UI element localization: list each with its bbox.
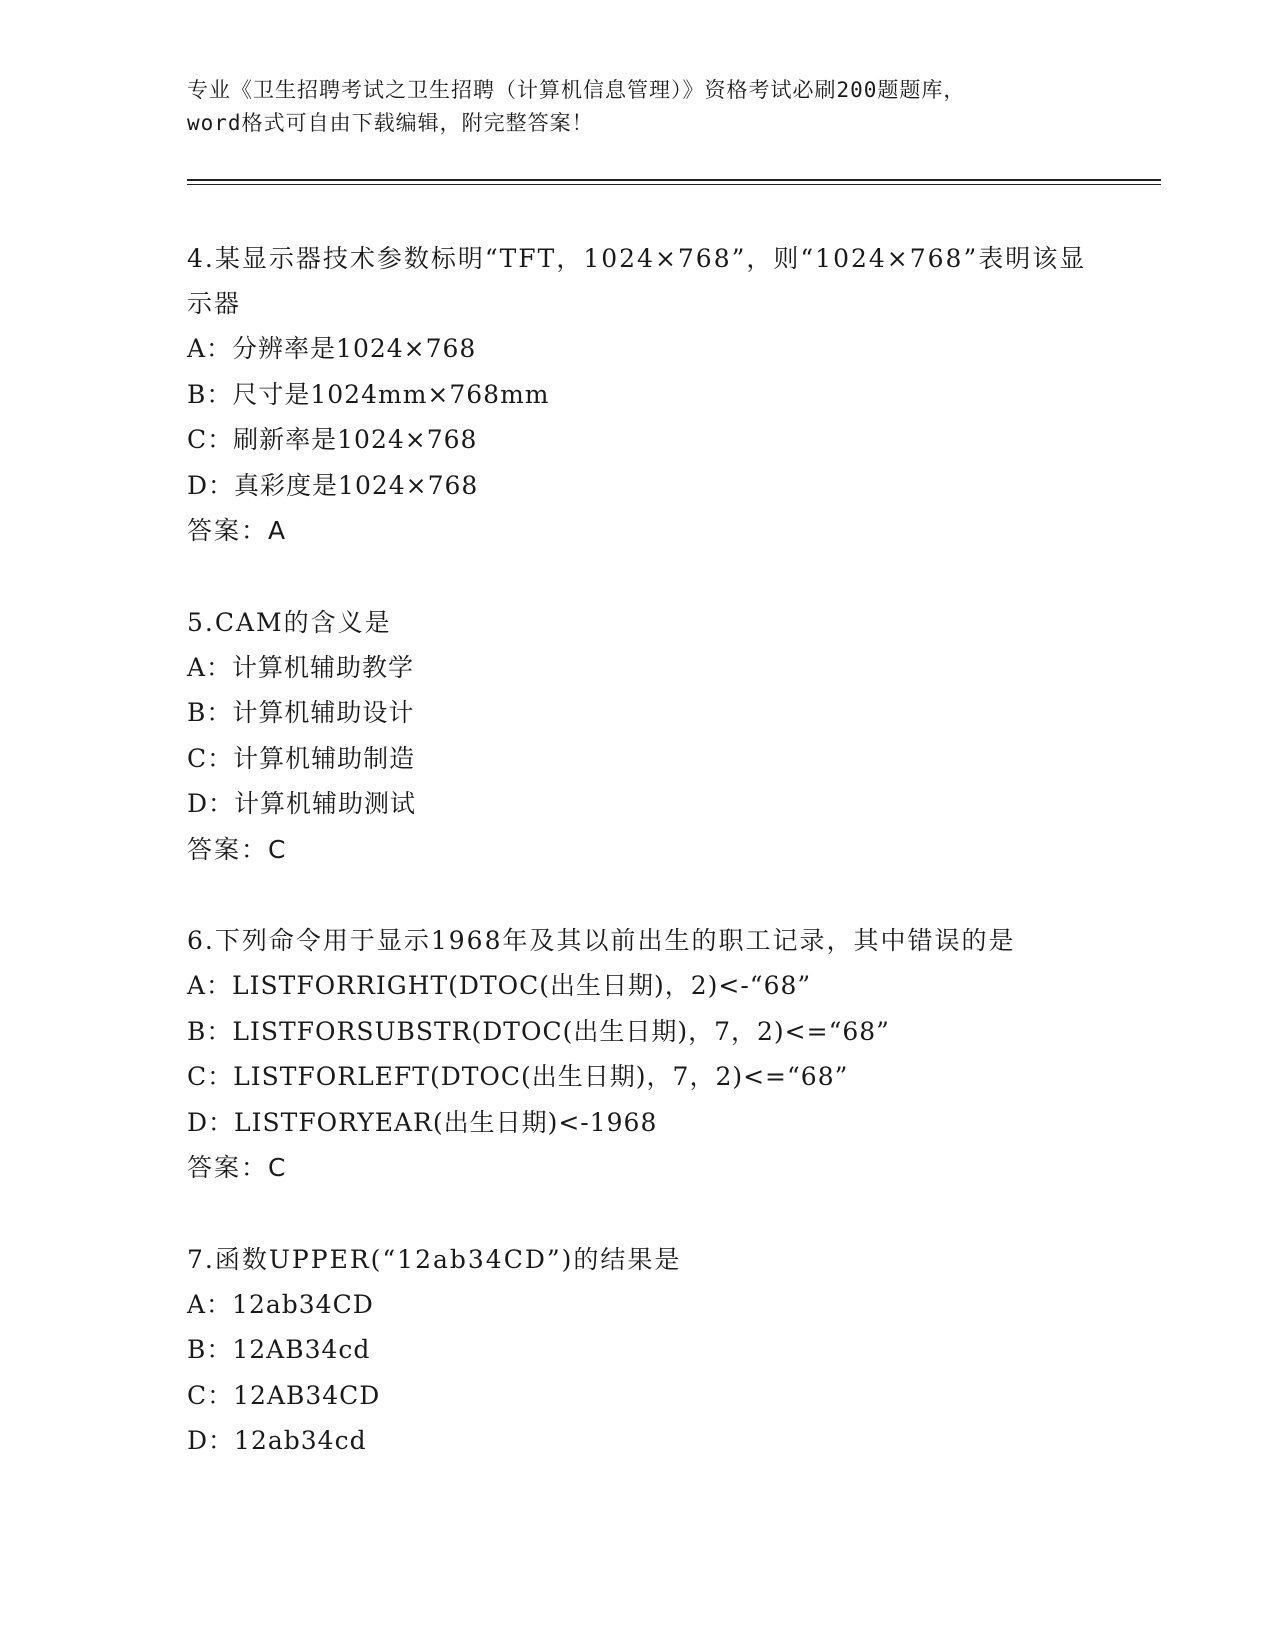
answer-label: 答案：A [187, 516, 288, 545]
option-d: D：真彩度是1024×768 [187, 470, 479, 500]
header-divider [187, 179, 1161, 181]
option-b: B：尺寸是1024mm×768mm [187, 379, 550, 409]
option-d: D：计算机辅助测试 [187, 789, 417, 818]
header-line-1: 专业《卫生招聘考试之卫生招聘（计算机信息管理）》资格考试必刷200题题库， [187, 78, 966, 102]
question-5 [187, 600, 1087, 873]
question-text: 7.函数UPPER(“12ab34CD”)的结果是 [187, 1244, 682, 1274]
question-4 [187, 236, 1087, 554]
option-a: A：分辨率是1024×768 [187, 334, 477, 363]
option-b: B：LISTFORSUBSTR(DTOC(出生日期)，7，2)<=“68” [187, 1016, 890, 1046]
option-a: A：LISTFORRIGHT(DTOC(出生日期)，2)<-“68” [187, 971, 812, 1000]
question-6 [187, 918, 1087, 1191]
header-line-2: word格式可自由下载编辑，附完整答案！ [187, 111, 594, 135]
option-c: C：刷新率是1024×768 [187, 425, 478, 454]
option-c: C：12AB34CD [187, 1380, 381, 1410]
question-list [187, 236, 1087, 1510]
question-text: 5.CAM的含义是 [187, 607, 392, 637]
question-text: 4.某显示器技术参数标明“TFT，1024×768”，则“1024×768”表明该显示器 [187, 244, 1087, 318]
option-b: B：12AB34cd [187, 1335, 371, 1364]
header-divider-secondary [187, 184, 1161, 185]
question-7 [187, 1237, 1087, 1464]
document-header [187, 74, 1087, 140]
option-c: C：LISTFORLEFT(DTOC(出生日期)，7，2)<=“68” [187, 1062, 849, 1091]
answer-label: 答案：C [187, 1153, 288, 1182]
option-d: D：12ab34cd [187, 1426, 367, 1455]
question-text: 6.下列命令用于显示1968年及其以前出生的职工记录，其中错误的是 [187, 926, 1016, 955]
option-b: B：计算机辅助设计 [187, 698, 415, 727]
option-a: A：计算机辅助教学 [187, 652, 415, 682]
answer-label: 答案：C [187, 834, 288, 864]
option-a: A：12ab34CD [187, 1289, 374, 1319]
option-d: D：LISTFORYEAR(出生日期)<-1968 [187, 1107, 658, 1137]
option-c: C：计算机辅助制造 [187, 743, 416, 773]
